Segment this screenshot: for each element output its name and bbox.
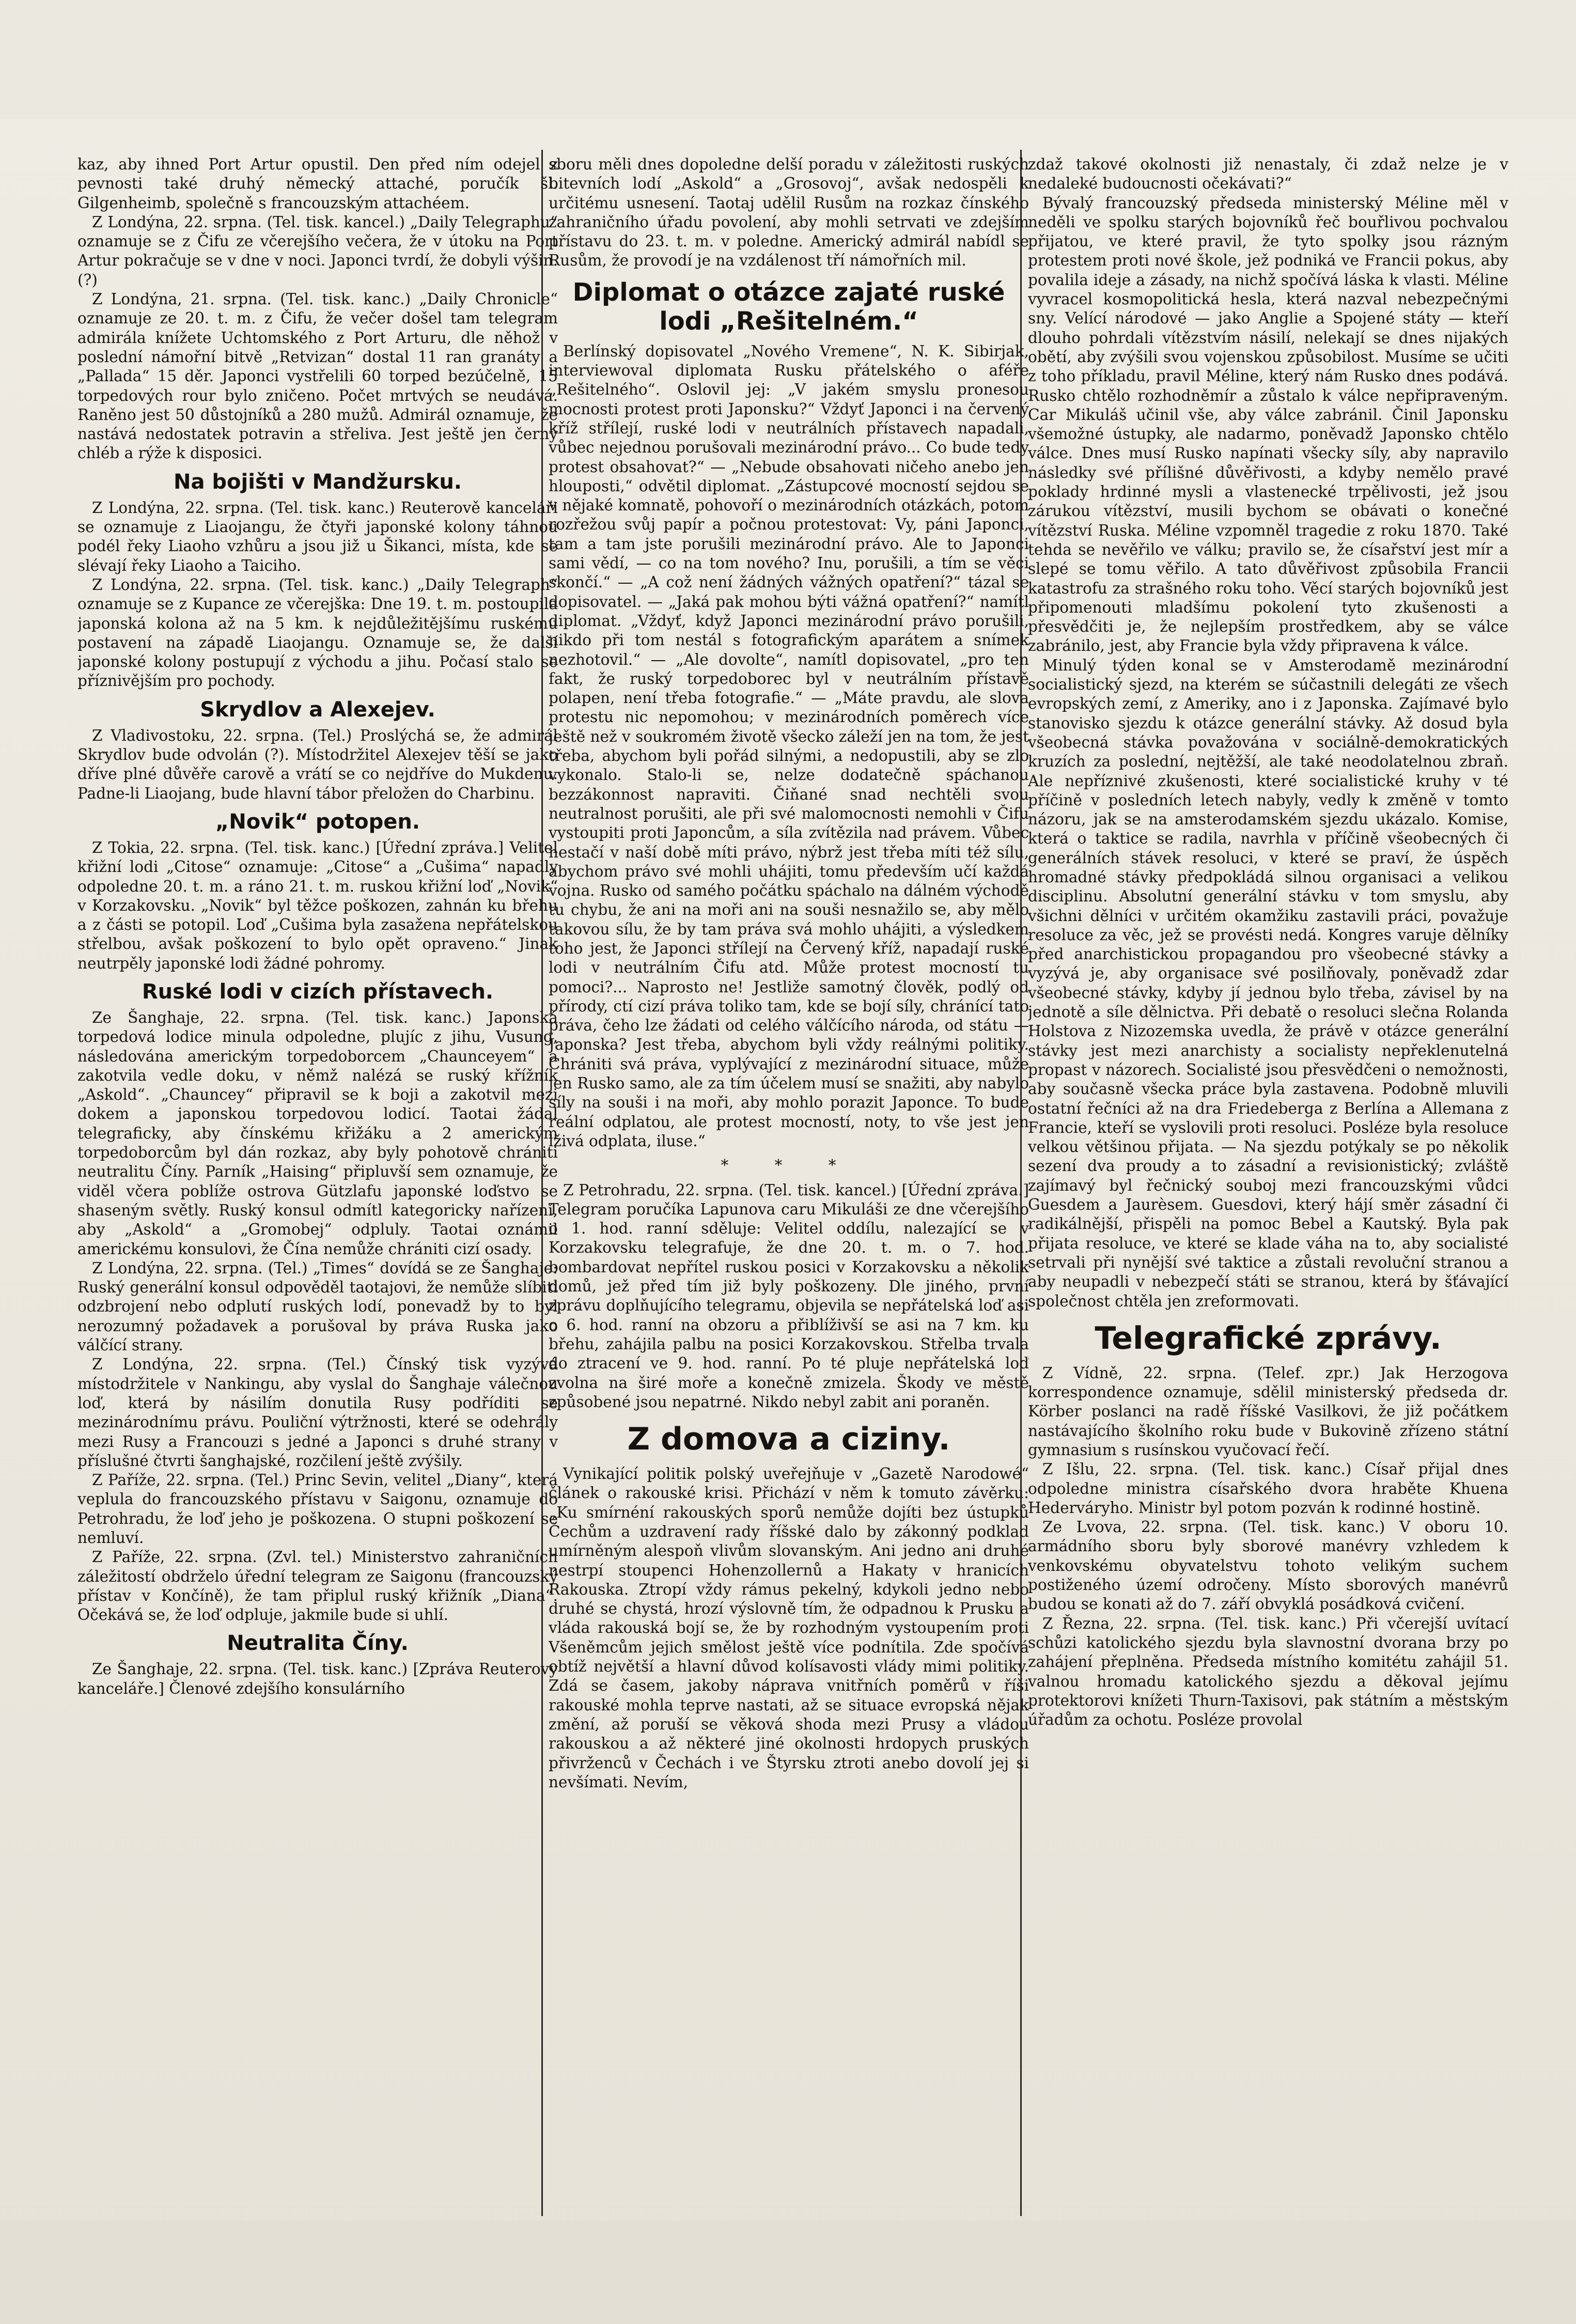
- article-text: zdaž takové okolnosti již nenastaly, či zdaž nelze je v nedaleké budoucnosti očekávati?“: [1028, 155, 1508, 193]
- article-text: Vynikající politik polský uveřejňuje v „Gazetě Narodowé“ článek o rakouské krisi. Přichází v něm k tomuto závěrku: „Ku smírnéní rakouských sporů nemůže dojíti bez ústupků Čechům a uzdravení rady říšské dalo by zákonný podklad umírněným alespoň vlivům slovanským. Ani jedno ani druhé nestrpí stoupenci Hohenzollernů a Hakaty v hranicích Rakouska. Ztropí vždy rámus pekelný, kdykoli jedno nebo druhé se chystá, hrozí výslovně tím, že odpadnou k Prusku a vláda rakouská bojí se, že by rozhodným vystoupením proti Všeněmcům jejich smělost ještě více podnítila. Zde spočívá obtíž největší a hlavní důvod kolísavosti vlády mimi politiky. Zdá se časem, jakoby náprava vnitřních poměrů v říši rakouské mohla teprve nastati, až se situace evropská nějak změní, až poruší se věková shoda mezi Prusy a vládou rakouskou a až některé jiné okolnosti hrdopych pruských přivrženců v Čechách i ve Štyrsku ztroti anebo dovolí jej si nevšímati. Nevím,: [549, 1465, 1029, 1791]
- article-text: sboru měli dnes dopoledne delší poradu v záležitosti ruských bitevních lodí „Askold“ a „Grosovoj“, avšak nedospěli k určitému usnesení. Taotaj udělil Rusům na rozkaz čínského zahraničního úřadu povolení, aby mohli setrvati ve zdejším přístavu do 23. t. m. v poledne. Americký admirál nabídl se Rusům, že provodí je na vzdálenost tří námořních mil.: [549, 155, 1029, 270]
- article-text: Bývalý francouzský předseda ministerský Méline měl v neděli ve spolku starých bojovníků řeč bouřlivou pochvalou přijatou, ve které pravil, že tyto spolky jsou rázným protestem proti nové škole, jež podniká ve Francii pokus, aby povalila ideje a zásady, na nichž spočívá láska k vlasti. Méline vyvracel kosmopolitická hesla, která nazval nebezpečnými sny. Velící národové — jako Anglie a Spojené státy — kteří dlouho pohrdali vítězstvím násilí, nelekají se dnes nijakých obětí, aby zvýšili svou vojenskou způsobilost. Musíme se učiti z toho příkladu, pravil Méline, který nám Rusko dnes podává. Rusko chtělo rozhodněmír a zůstalo k válce nepřipraveným. Car Mikuláš učinil vše, aby válce zabránil. Činil Japonsku všemožné ústupky, ale nadarmo, poněvadž Japonsko chtělo válce. Dnes musí Rusko napínati všecky síly, aby napravilo následky své přílišné důvěřivosti, a kdyby nemělo pravé poklady hrdinné mysli a vlastenecké trpělivosti, jež jsou zárukou vítězství, musili bychom se obávati o konečné vítězství Ruska. Méline vzpomněl tragedie z roku 1870. Také tehda se nevěřilo ve válku; pravilo se, že císařství jest mír a slepé se tomu věřilo. A tato důvěřivost způsobila Francii katastrofu za strašného roku toho. Věcí starých bojovníků jest připomenouti mladšímu pokolení tyto zkušenosti a přesvědčiti je, že nejlepším prostředkem, aby se válce zabránilo, jest, aby Francie byla vždy připravena k válce.: [1028, 194, 1508, 655]
- article-text: Z Londýna, 22. srpna. (Tel. tisk. kanc.) Reuterově kanceláři se oznamuje z Liaojangu, že čtyři japonské kolony táhnou podél řeky Liaoho vzhůru a jsou již u Šikanci, místa, kde se slévají řeky Liaoho a Taiciho.: [77, 498, 558, 574]
- column-2: [549, 155, 1029, 2216]
- article-text: Z Londýna, 22. srpna. (Tel.) Čínský tisk vyzývá místodržitele v Nankingu, aby vyslal do Šanghaje válečnou loď, která by násilím donutila Rusy podříditi se mezinárodnímu právu. Pouliční výtržnosti, které se odehrály mezi Rusy a Francouzi s jedné a Japonci s druhé strany v příslušné čtvrti šanghajské, rozčilení ještě zvýšily.: [77, 1355, 558, 1470]
- article-text: Berlínský dopisovatel „Nového Vremene“, N. K. Sibirjak, interviewoval diplomata Rusku přátelského o aféře „Rešitelného“. Oslovil jej: „V jakém smyslu pronesou mocnosti protest proti Japonsku?“ Vždyť Japonci i na červený kříž střílejí, ruské lodi v neutrálních přístavech napadali, vůbec nejednou porušovali mezinárodní právo... Co bude tedy protest obsahovat?“ — „Nebude obsahovati ničeho anebo jen hlouposti,“ odvětil diplomat. „Zástupcové mocností sejdou se v nějaké komnatě, pohovoří o mezinárodních otázkách, potom rozřežou svůj papír a počnou protestovat: Vy, páni Japonci, tam a tam jste porušili mezinárodní právo. Ale to Japonci sami vědí, — co na tom nového? Inu, porušili, a tím se věci skončí.“ — „A což není žádných vážných opatření?“ tázal se dopisovatel. — „Jaká pak mohou býti vážná opatření?“ namítl diplomat. „Vždyť, když Japonci mezinárodní právo porušili, nikdo při tom nestál s fotografickým aparátem a snímek nezhotovil.“ — „Ale dovolte“, namítl dopisovatel, „pro ten fakt, že ruský torpedoborec byl v neutrálním přístavě polapen, není třeba fotografie.“ — „Máte pravdu, ale slova protestu nic nepomohou; v mezinárodních poměrech více ještě než v soukromém životě všecko záleží jen na tom, že jest třeba, abychom byli pořád silnými, a nedopustili, aby se zlo vykonalo. Stalo-li se, nelze dodatečně spáchanou bezzákonnost napraviti. Čiňané snad nechtěli svou neutralnost porušiti, ale při své malomocnosti nemohli v Čifu vystoupiti proti Japoncům, a síla zvítězila nad právem. Vůbec nestačí v naší době míti právo, nýbrž jest třeba míti též sílu, abychom právo své mohli uhájiti, tomu především učí každá vojna. Rusko od samého počátku spáchalo na dálném východě tu chybu, že ani na moři ani na souši nesnažilo se, aby mělo takovou sílu, že by tam práva svá mohlo uhájiti, a výsledkem toho jest, že Japonci střílejí na Červený kříž, napadají ruské lodi v neutrálním Čifu atd. Může protest mocností tu pomoci?... Naprosto ne! Jestliže samotný člověk, podlý od přírody, ctí cizí práva toliko tam, kde se bojí síly, chránící tato práva, čeho lze žádati od celého válčícího národa, od státu — Japonska? Jest třeba, abychom byli vždy reálnými politiky. Chrániti svá práva, vyplývající z mezinárodní situace, může jen Rusko samo, ale za tím účelem musí se snažiti, aby nabylo síly na souši i na moři, aby mohlo porazit Japonce. To bude reální odplatou, ale protest mocností, noty, to vše jest jen lživá odplata, iluse.“: [549, 342, 1029, 1150]
- article-text: Z Vladivostoku, 22. srpna. (Tel.) Proslýchá se, že admirál Skrydlov bude odvolán (?). Místodržitel Alexejev těší se jako dříve plné důvěře carově a vrátí se co nejdříve do Mukdenu. Padne-li Liaojang, bude hlavní tábor přeložen do Charbinu.: [77, 726, 558, 802]
- article-text: Z Tokia, 22. srpna. (Tel. tisk. kanc.) [Úřední zpráva.] Velitel křižní lodi „Citose“ oznamuje: „Citose“ a „Cušima“ napadly odpoledne 20. t. m. a ráno 21. t. m. ruskou křižní loď „Novik“ v Korzakovsku. „Novik“ byl těžce poškozen, zahnán ku břehu a z části se potopil. Loď „Cušima byla zasažena nepřátelskou střelbou, avšak poškození to bylo opět opraveno.“ Jinak neutrpěly japonské lodi žádné pohromy.: [77, 838, 558, 972]
- article-text: Z Petrohradu, 22. srpna. (Tel. tisk. kancel.) [Úřední zpráva.] Telegram poručíka Lapunova caru Mikuláši ze dne včerejšího o 1. hod. ranní sděluje: Velitel oddílu, nalezající se v Korzakovsku telegrafuje, že dne 20. t. m. o 7. hod. bombardovat nepřítel ruskou posici v Korzakovsku a několik domů, jež před tím již byly poškozeny. Dle jiného, první zprávu doplňujícího telegramu, objevila se nepřátelská loď asi o 6. hod. ranní na obzoru a přiblíživší se asi na 7 km. ku břehu, zahájila palbu na posici Korzakovskou. Střelba trvala do ztracení ve 9. hod. ranní. Po té pluje nepřátelská loď zvolna na širé moře a konečně zmizela. Škody ve městě způsobené jsou nepatrné. Nikdo nebyl zabit ani poraněn.: [549, 1181, 1029, 1411]
- top-margin: [0, 0, 1576, 119]
- article-text: Z Řezna, 22. srpna. (Tel. tisk. kanc.) Při včerejší uvítací schůzi katolického sjezdu byla slavnostní dvorana brzy po zahájení přeplněna. Předseda místního komitétu zahájil 51. valnou hromadu katolického sjezdu a děkoval jejímu protektorovi knížeti Thurn-Taxisovi, pak státním a městským úřadům za ochotu. Posléze provolal: [1028, 1614, 1508, 1729]
- article-text: Z Vídně, 22. srpna. (Telef. zpr.) Jak Herzogova korrespondence oznamuje, sdělil ministerský předseda dr. Körber poslanci na radě říšské Vasilkovi, že již počátkem nastávajícího školního roku bude v Bukovině zřízeno státní gymnasium s rusínskou vyučovací řečí.: [1028, 1364, 1508, 1459]
- headline-telegraficke: Telegrafické zprávy.: [1095, 1320, 1442, 1356]
- article-text: Z Londýna, 22. srpna. (Tel.) „Times“ dovídá se ze Šanghaje: Ruský generální konsul odpověděl taotajovi, že nemůže slíbiti odzbrojení nebo odplutí ruských lodí, ponevadž by to byl nerozumný požadavek a porušoval by práva Ruska jako válčící strany.: [77, 1259, 558, 1354]
- headline-ruske-lodi: Ruské lodi v cizích přístavech.: [142, 979, 494, 1004]
- article-text: Z Londýna, 22. srpna. (Tel. tisk. kancel.) „Daily Telegraphu“ oznamuje se z Čifu ze včerejšího večera, že v útoku na Port Artur pokračuje se v dne v noci. Japonci tvrdí, že dobyli výšin. (?): [77, 213, 558, 289]
- headline-neutralita: Neutralita Číny.: [227, 1631, 409, 1656]
- article-text: Ze Šanghaje, 22. srpna. (Tel. tisk. kanc.) Japonská torpedová lodice minula odpoledne, plujíc z jihu, Vusung, následována americkým torpedoborcem „Chaunceyem“ a zakotvila vedle doku, v němž nalézá se ruský křížník „Askold“. „Chauncey“ připravil se k boji a zakotvil mezi dokem a japonskou torpedovou lodicí. Taotai žádal telegraficky, aby čínskému křižáku a 2 americkým torpedoborcům byl dán rozkaz, aby byly pohotově chrániti neutralitu Číny. Parník „Haising“ připluvší sem oznamuje, že viděl včera poblíže ostrova Gützlafu japonské loďstvo se shaseným světly. Ruský konsul odmítl kategoricky nařízení, aby „Askold“ a „Gromobej“ odpluly. Taotai oznámil americkému konsulovi, že Čína nemůže chrániti cizí osady.: [77, 1008, 558, 1258]
- article-text: Z Londýna, 22. srpna. (Tel. tisk. kanc.) „Daily Telegraph“ oznamuje se z Kupance ze včerejška: Dne 19. t. m. postoupila japonská kolona až na 5 km. k nejdůležitějšímu ruskému postavení na západě Liaojangu. Oznamuje se, že další japonské kolony postupují z východu a jihu. Počasí stalo se příznivějším pro pochody.: [77, 575, 558, 690]
- article-text: Ze Šanghaje, 22. srpna. (Tel. tisk. kanc.) [Zpráva Reuterovy kanceláře.] Členové zdejšího konsulárního: [77, 1660, 558, 1697]
- article-text: Z Išlu, 22. srpna. (Tel. tisk. kanc.) Císař přijal dnes odpoledne ministra císařského dvora hraběte Khuena Hederváryho. Ministr byl potom pozván k rodinné hostině.: [1028, 1460, 1508, 1517]
- bottom-margin: [0, 2221, 1576, 2324]
- headline-z-domova: Z domova a ciziny.: [627, 1421, 950, 1458]
- article-text: kaz, aby ihned Port Artur opustil. Den před ním odejel z pevnosti také druhý německý attaché, poručík šl. Gilgenheimb, společně s francouzským attachéem.: [77, 155, 558, 212]
- headline-na-bojisti: Na bojišti v Mandžursku.: [174, 470, 462, 494]
- article-text: Ze Lvova, 22. srpna. (Tel. tisk. kanc.) V oboru 10. armádního sboru byly sborové manévry vzhledem k venkovskému obyvatelstvu tohoto velikým suchem postiženého území odročeny. Místo sborových manévrů budou se konati až do 7. září obvyklá posádková cvičení.: [1028, 1518, 1508, 1613]
- headline-novik: „Novik“ potopen.: [215, 809, 420, 834]
- headline-diplomat: Diplomat o otázce zajaté ruské lodi „Rešitelném.“: [572, 277, 1005, 336]
- article-text: Z Paříže, 22. srpna. (Zvl. tel.) Ministerstvo zahraničních záležitostí obdrželo úřední telegram ze Saigonu (francouzský přístav v Končíně), že tam připlul ruský křižník „Diana“. Očekává se, že loď odpluje, jakmile bude si uhlí.: [77, 1548, 558, 1624]
- column-3: [1028, 155, 1508, 2216]
- article-text: Z Paříže, 22. srpna. (Tel.) Princ Sevin, velitel „Diany“, která veplula do francouzského přístavu v Saigonu, oznamuje do Petrohradu, že loď jeho je poškozena. O stupni poškození se nemluví.: [77, 1471, 558, 1547]
- article-text: Z Londýna, 21. srpna. (Tel. tisk. kanc.) „Daily Chronicle“ oznamuje ze 20. t. m. z Čifu, že večer došel tam telegram admirála knížete Uchtomského z Port Arturu, dle něhož v poslední námořní bitvě „Retvizan“ dostal 11 ran granáty a „Pallada“ 15 děr. Japonci vystřelili 60 torped bezúčelně, 15 torpedových rour bylo zničeno. Počet mrtvých se neudává. Raněno jest 50 důstojníků a 280 mužů. Admirál oznamuje, že nastává nedostatek potravin a střeliva. Jest ještě jen černý chléb a rýže k disposici.: [77, 290, 558, 462]
- article-text: Minulý týden konal se v Amsterodamě mezinárodní socialistický sjezd, na kterém se súčastnili delegáti ze všech evropských zemí, z Ameriky, ano i z Japonska. Zajímavé bylo stanovisko sjezdu k otázce generální stávky. Až dosud byla všeobecná stávka považována v sociálně-demokratických kruzích za poslední, nejtěžší, ale také neodolatelnou zbraň. Ale nepříznivé zkušenosti, které socialistické kruhy v té příčině v posledních letech nabyly, vedly k změně v tomto názoru, jak se na amsterodamském sjezdu ukázalo. Komise, která o taktice se radila, navrhla v příčině všeobecných či generálních stávek resoluci, v které se praví, že úspěch hromadné stávky předpokládá silnou organisaci a velikou disciplinu. Absolutní generální stávku v tom smyslu, aby všichni dělníci v určitém okamžiku zastavili práci, považuje resoluce za věc, jež se provésti nedá. Kongres varuje dělníky před anarchistickou propagandou pro všeobecné stávky a vyzývá je, aby organisace své posilňovaly, poněvadž zdar všeobecné stávky, kdyby jí jednou bylo třeba, závisel by na jednotě a síle dělnictva. Při debatě o resoluci slečna Rolanda Holstova z Nizozemska uvedla, že právě v otázce generální stávky jest mezi anarchisty a socialisty nepřeklenutelná propast v názorech. Socialisté jsou přesvědčeni o nemožnosti, aby současně všecka práce byla zastavena. Podobně mluvili ostatní řečníci až na dra Friedeberga z Berlína a Allemana z Francie, kteří se vyslovili proti resoluci. Posléze byla resoluce velkou většinou přijata. — Na sjezdu potýkaly se po několik sezení dva proudy a to zásadní a revisionistický; zvláště zajímavý byl řečnický souboj mezi francouzskými vůdci Guesdem a Jaurèsem. Guesdovi, který hájí směr zásadní či radikálnější, přispěli na pomoc Bebel a Kautský. Byla pak přijata resoluce, ve které se klade váha na to, aby socialisté setrvali při nynější své taktice a zůstali revoluční stranou a aby neupadli v nebezpečí státi se stranou, která by šťávající společnost chtěla jen zreformovati.: [1028, 656, 1508, 1310]
- column-1: [77, 155, 558, 2216]
- section-separator: * * *: [721, 1157, 857, 1175]
- headline-skrydlov: Skrydlov a Alexejev.: [200, 697, 435, 722]
